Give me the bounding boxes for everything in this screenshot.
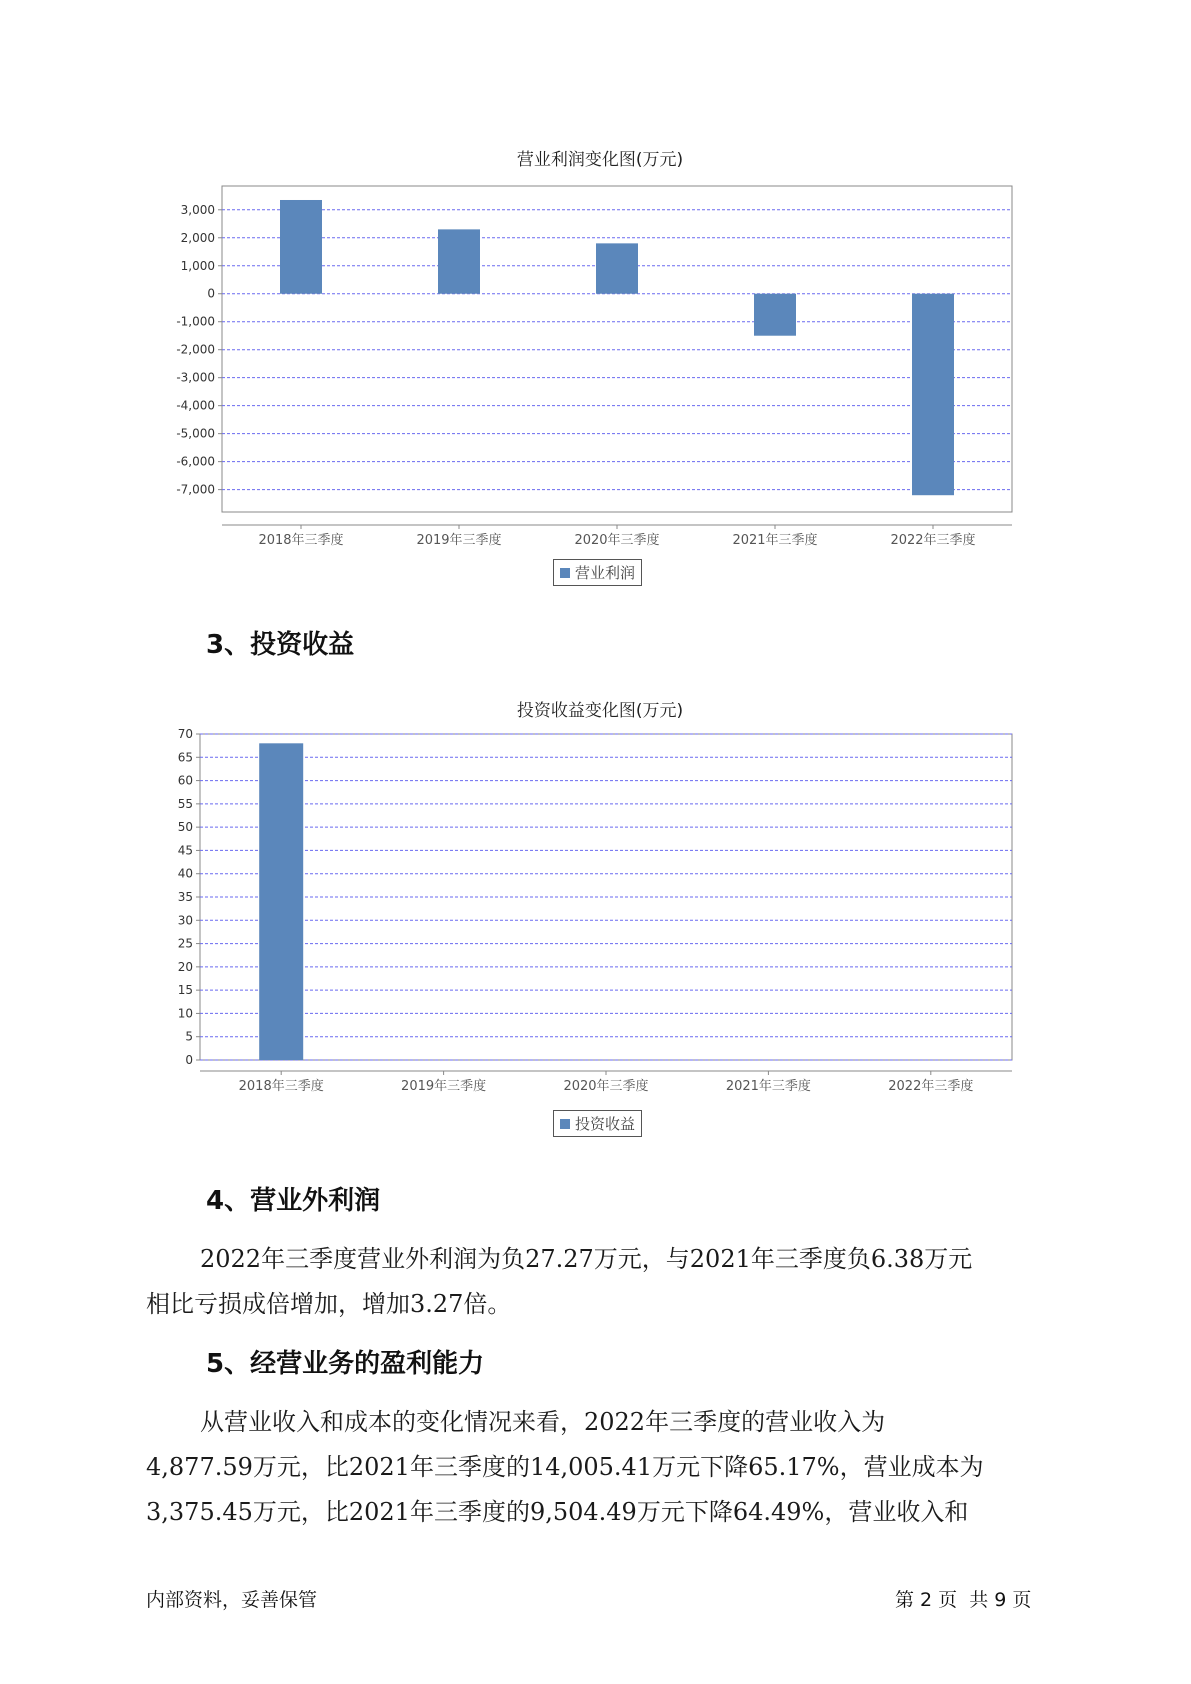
paragraph-line: 相比亏损成倍增加，增加3.27倍。 — [146, 1290, 512, 1318]
legend-label: 投资收益 — [575, 1115, 636, 1133]
y-tick-label: 5 — [185, 1029, 193, 1044]
x-tick-label: 2022年三季度 — [888, 1079, 974, 1094]
bar — [259, 743, 303, 1060]
y-tick-label: 55 — [177, 796, 193, 811]
x-tick-label: 2019年三季度 — [401, 1079, 487, 1094]
y-tick-label: -7,000 — [176, 482, 215, 497]
legend-swatch-icon — [560, 1119, 570, 1129]
x-tick-label: 2018年三季度 — [238, 1079, 324, 1094]
y-tick-label: 20 — [177, 959, 193, 974]
legend-swatch-icon — [560, 568, 570, 578]
y-tick-label: 50 — [177, 820, 193, 835]
plot-area — [222, 186, 1012, 512]
paragraph-line: 2022年三季度营业外利润为负27.27万元，与2021年三季度负6.38万元 — [200, 1245, 973, 1273]
y-tick-label: 45 — [177, 843, 193, 858]
bar — [596, 243, 638, 293]
bar — [438, 229, 480, 293]
y-tick-label: -6,000 — [176, 454, 215, 469]
paragraph-non-operating-profit — [146, 1237, 1056, 1327]
section-heading-non-operating-profit: 4、营业外利润 — [206, 1186, 381, 1216]
bar — [280, 200, 322, 294]
operating-profit-chart-title: 营业利润变化图(万元) — [516, 150, 684, 170]
paragraph-line: 从营业收入和成本的变化情况来看，2022年三季度的营业收入为 — [200, 1408, 886, 1436]
y-tick-label: 30 — [177, 913, 193, 928]
y-tick-label: -5,000 — [176, 426, 215, 441]
y-tick-label: 0 — [207, 286, 215, 301]
y-tick-label: 10 — [177, 1006, 193, 1021]
x-tick-label: 2020年三季度 — [563, 1079, 649, 1094]
footer-confidential-note: 内部资料，妥善保管 — [146, 1589, 318, 1611]
legend-label: 营业利润 — [575, 564, 636, 582]
y-tick-label: 3,000 — [180, 202, 215, 217]
y-tick-label: 60 — [177, 773, 193, 788]
y-tick-label: -4,000 — [176, 398, 215, 413]
x-tick-label: 2022年三季度 — [890, 533, 976, 548]
investment-income-chart — [160, 728, 1020, 1098]
section-heading-profitability: 5、经营业务的盈利能力 — [206, 1349, 485, 1379]
x-tick-label: 2018年三季度 — [258, 533, 344, 548]
y-tick-label: -2,000 — [176, 342, 215, 357]
paragraph-line: 3,375.45万元，比2021年三季度的9,504.49万元下降64.49%，营业收入和 — [146, 1498, 969, 1526]
y-tick-label: 1,000 — [180, 258, 215, 273]
x-tick-label: 2020年三季度 — [574, 533, 660, 548]
y-tick-label: 25 — [177, 936, 193, 951]
investment-income-legend — [553, 1110, 642, 1137]
paragraph-profitability — [146, 1400, 1056, 1535]
bar — [754, 294, 796, 336]
y-tick-label: 35 — [177, 890, 193, 904]
y-tick-label: 70 — [177, 727, 193, 741]
x-tick-label: 2019年三季度 — [416, 533, 502, 548]
section-heading-investment-income: 3、投资收益 — [206, 630, 355, 660]
investment-income-chart-title: 投资收益变化图(万元) — [516, 701, 684, 721]
x-tick-label: 2021年三季度 — [732, 533, 818, 548]
y-tick-label: 15 — [177, 983, 193, 998]
y-tick-label: -1,000 — [176, 314, 215, 329]
operating-profit-legend — [553, 559, 642, 586]
y-tick-label: 0 — [185, 1053, 193, 1067]
bar — [912, 294, 954, 495]
x-tick-label: 2021年三季度 — [725, 1079, 811, 1094]
y-tick-label: 40 — [177, 866, 193, 881]
y-tick-label: -3,000 — [176, 370, 215, 385]
operating-profit-chart — [160, 180, 1020, 548]
footer-page-number: 第 2 页 共 9 页 — [895, 1589, 1032, 1611]
y-tick-label: 65 — [177, 750, 193, 765]
y-tick-label: 2,000 — [180, 230, 215, 245]
paragraph-line: 4,877.59万元，比2021年三季度的14,005.41万元下降65.17%，营业成本为 — [146, 1453, 984, 1481]
